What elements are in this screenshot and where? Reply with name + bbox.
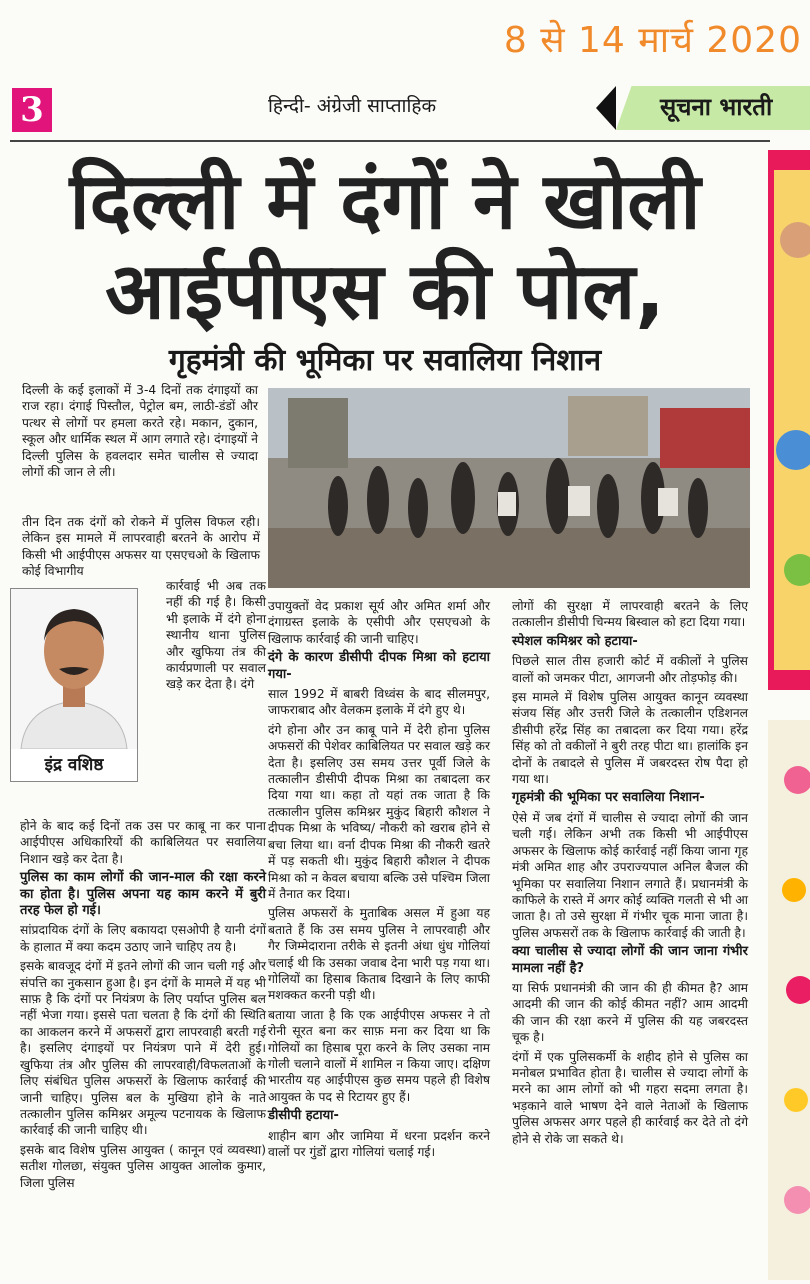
header-divider [10, 140, 770, 142]
flower-decoration-icon [768, 720, 810, 1280]
paragraph: शाहीन बाग और जामिया में धरना प्रदर्शन करने वालों पर गुंडों द्वारा गोलियां चलाई गई। [268, 1128, 490, 1159]
riot-photo [268, 388, 750, 588]
article-column-1-bottom [20, 818, 266, 1194]
paragraph: पिछले साल तीस हजारी कोर्ट में वकीलों ने पुलिस वालों को जमकर पीटा, आगजनी और तोड़फोड़ की। [512, 654, 748, 685]
article-column-1-mid [22, 514, 260, 583]
paragraph: इसके बावजूद दंगों में इतने लोगों की जान चली गई और संपत्ति का नुकसान हुआ है। इन दंगों के मामले में यह भी साफ़ है कि दंगों पर नियंत्रण के लिए पर्याप्त पुलिस बल नहीं भेजा गया। इससे पता चलता है कि दंगों की स्थिति का आकलन करने में अफसरों द्वारा लापरवाही बरती गई है। इसलिए दंगाइयों पर नियंत्रण पाने में देरी हुई। खुफिया तंत्र और पुलिस की लापरवाही/विफलताओं के लिए संबंधित पुलिस अफसरों के खिलाफ कार्रवाई की जानी चाहिए। पुलिस बल के मुखिया होने के नाते तत्कालीन पुलिस कमिश्नर अमूल्य पटनायक के खिलाफ कार्रवाई की जानी चाहिए थी। [20, 959, 266, 1138]
paragraph: साल 1992 में बाबरी विध्वंस के बाद सीलमपुर, जाफराबाद और वेलकम इलाके में दंगे हुए थे। [268, 687, 490, 718]
crowd-photo-icon [268, 388, 750, 588]
newspaper-name: सूचना भारती [660, 93, 773, 121]
paragraph: तीन दिन तक दंगों को रोकने में पुलिस विफल रही। लेकिन इस मामले में लापरवाही बरतने के आरोप में किसी भी आईपीएस अफसर या एसएचओ के खिलाफ कोई विभागीय [22, 515, 260, 579]
paragraph: दिल्ली के कई इलाकों में 3-4 दिनों तक दंगाइयों का राज रहा। दंगाई पिस्तौल, पेट्रोल बम, लाठी-डंडों और पत्थर से लोगों पर हमला करते रहे। मकान, दुकान, स्कूल और धार्मिक स्थल में आग लगाते रहे। दंगाइयों ने दिल्ली पुलिस के हवलदार समेत चालीस से ज्यादा लोगों की जान ले ली। [22, 383, 258, 480]
paragraph: कार्रवाई भी अब तक नहीं की गई है। किसी भी इलाके में दंगे होना स्थानीय थाना पुलिस और खुफिया तंत्र की कार्यप्रणाली पर सवाल खड़े कर देता है। दंगे [166, 579, 266, 692]
author-name: इंद्र वशिष्ठ [44, 755, 104, 775]
article-column-2 [268, 598, 490, 1163]
paragraph: सांप्रदायिक दंगों के लिए बकायदा एसओपी है यानी दंगों के हालात में क्या कदम उठाए जाने चाहिए तय है। [20, 923, 266, 954]
paragraph: उपायुक्तों वेद प्रकाश सूर्य और अमित शर्मा और दंगाग्रस्त इलाके के एसीपी और एसएचओ के खिलाफ कार्रवाई की जानी चाहिए। [268, 599, 490, 646]
side-ad-flowers [768, 720, 810, 1280]
section-heading: दंगे के कारण डीसीपी दीपक मिश्रा को हटाया गया- [268, 650, 490, 682]
publication-subtitle: हिन्दी- अंग्रेजी साप्ताहिक [268, 95, 437, 117]
paragraph: दंगों में एक पुलिसकर्मी के शहीद होने से पुलिस का मनोबल प्रभावित होता है। चालीस से ज्यादा लोगों के मरने का आम लोगों को भी गहरा सदमा लगता है। भड़काने वाले भाषण देने वाले नेताओं के खिलाफ पुलिस अफसर अगर पहले ही कार्रवाई कर देते तो दंगे होने से रोके जा सकते थे। [512, 1049, 748, 1146]
article-column-3 [512, 598, 748, 1150]
wrapped-text [166, 578, 266, 696]
author-portrait [10, 588, 138, 782]
headline-line-1: दिल्ली में दंगों ने खोली [69, 157, 701, 247]
side-ad-image [768, 150, 810, 690]
paragraph: इसके बाद विशेष पुलिस आयुक्त ( कानून एवं व्यवस्था) सतीश गोलछा, संयुक्त पुलिस आयुक्त आलोक कुमार, जिला पुलिस [20, 1142, 266, 1190]
section-heading: डीसीपी हटाया- [268, 1108, 339, 1124]
issue-date: 8 से 14 मार्च 2020 [503, 20, 802, 61]
sub-headline: गृहमंत्री की भूमिका पर सवालिया निशान [168, 343, 602, 378]
paragraph: होने के बाद कई दिनों तक उस पर काबू ना कर पाना आईपीएस अधिकारियों की काबिलियत पर सवालिया निशान खड़े कर देता है। [20, 819, 266, 866]
section-heading: स्पेशल कमिश्नर को हटाया- [512, 633, 638, 649]
paragraph: दंगे होना और उन काबू पाने में देरी होना पुलिस अफसरों की पेशेवर काबिलियत पर सवाल खड़े कर देता है। इसलिए उस समय उत्तर पूर्वी जिले के तत्कालीन डीसीपी दीपक मिश्रा का तबादला कर दिया गया था। कहा तो यहां तक जाता है कि तत्कालीन पुलिस कमिश्नर मुकुंद बिहारी कौशल ने दीपक मिश्रा के भविष्य/ नौकरी को खराब होने से बचा लिया था। वर्ना दीपक मिश्रा की नौकरी खतरे में पड़ सकती थी। मुकुंद बिहारी कौशल ने दीपक मिश्रा को न केवल बचाया बल्कि उसे पश्चिम जिला में तैनात कर दिया। [268, 722, 490, 901]
paragraph: लोगों की सुरक्षा में लापरवाही बरतने के लिए तत्कालीन डीसीपी चिन्मय बिस्वाल को हटा दिया गया। [512, 599, 748, 630]
paragraph: ऐसे में जब दंगों में चालीस से ज्यादा लोगों की जान चली गई। लेकिन अभी तक किसी भी आईपीएस अफसर के खिलाफ कोई कार्रवाई नहीं किया जाना गृह मंत्री अमित शाह और उपराज्यपाल अनिल बैजल की भूमिका पर सवालिया निशान लगाते हैं। प्रधानमंत्री के काफिले के रास्ते में अगर कोई व्यक्ति गलती से भी आ जाता है। तो उसे सुरक्षा में गंभीर चूक माना जाता है। पुलिस अफसरों तक के खिलाफ कार्रवाई की जाती है। [512, 810, 748, 940]
paragraph: पुलिस अफसरों के मुताबिक असल में हुआ यह बताते हैं कि उस समय पुलिस ने लापरवाही और गैर जिम्मेदाराना तरीके से इतनी अंधा धुंध गोलियां चलाई थी कि उसका जवाब देना भारी पड़ गया था। गोलियों का हिसाब किताब दिखाने के लिए काफी मशक्कत करनी पड़ी थी। [268, 906, 490, 1003]
brand-arrow-icon [596, 86, 616, 130]
paragraph: इस मामले में विशेष पुलिस आयुक्त कानून व्यवस्था संजय सिंह और उत्तरी जिले के तत्कालीन एडिशनल डीसीपी हरेंद्र सिंह का तबादला कर दिया गया। हरेंद्र सिंह को तो वकीलों ने बुरी तरह पीटा था। हालांकि इन दोनों के तबादले से पुलिस में जबरदस्त रोष पैदा हो गया था। [512, 690, 748, 787]
headline-line-2: आईपीएस की पोल, [105, 247, 665, 337]
article-column-1-top [22, 382, 258, 500]
section-heading: क्या चालीस से ज्यादा लोगों की जान जाना गंभीर मामला नहीं है? [512, 944, 748, 976]
paragraph: बताया जाता है कि एक आईपीएस अफसर ने तो रोनी सूरत बना कर साफ़ मना कर दिया था कि गोलियों का हिसाब पूरा करने के लिए उसका नाम गोली चलाने वालों में शामिल न किया जाए। दक्षिण भारतीय यह आईपीएस कुछ समय पहले ही विशेष आयुक्त के पद से रिटायर हुए हैं। [268, 1007, 490, 1104]
paragraph: या सिर्फ प्रधानमंत्री की जान की ही कीमत है? आम आदमी की जान की कोई कीमत नहीं? आम आदमी की जान की रक्षा करने में पुलिस की यह जबरदस्त चूक है। [512, 980, 748, 1045]
decorative-banner-icon [768, 150, 810, 690]
person-photo-icon [11, 589, 137, 749]
section-heading: गृहमंत्री की भूमिका पर सवालिया निशान- [512, 790, 705, 806]
section-heading: पुलिस का काम लोगों की जान-माल की रक्षा करने का होता है। पुलिस अपना यह काम करने में बुरी तरह फेल हो गई। [20, 870, 266, 919]
page-number: 3 [12, 88, 52, 132]
